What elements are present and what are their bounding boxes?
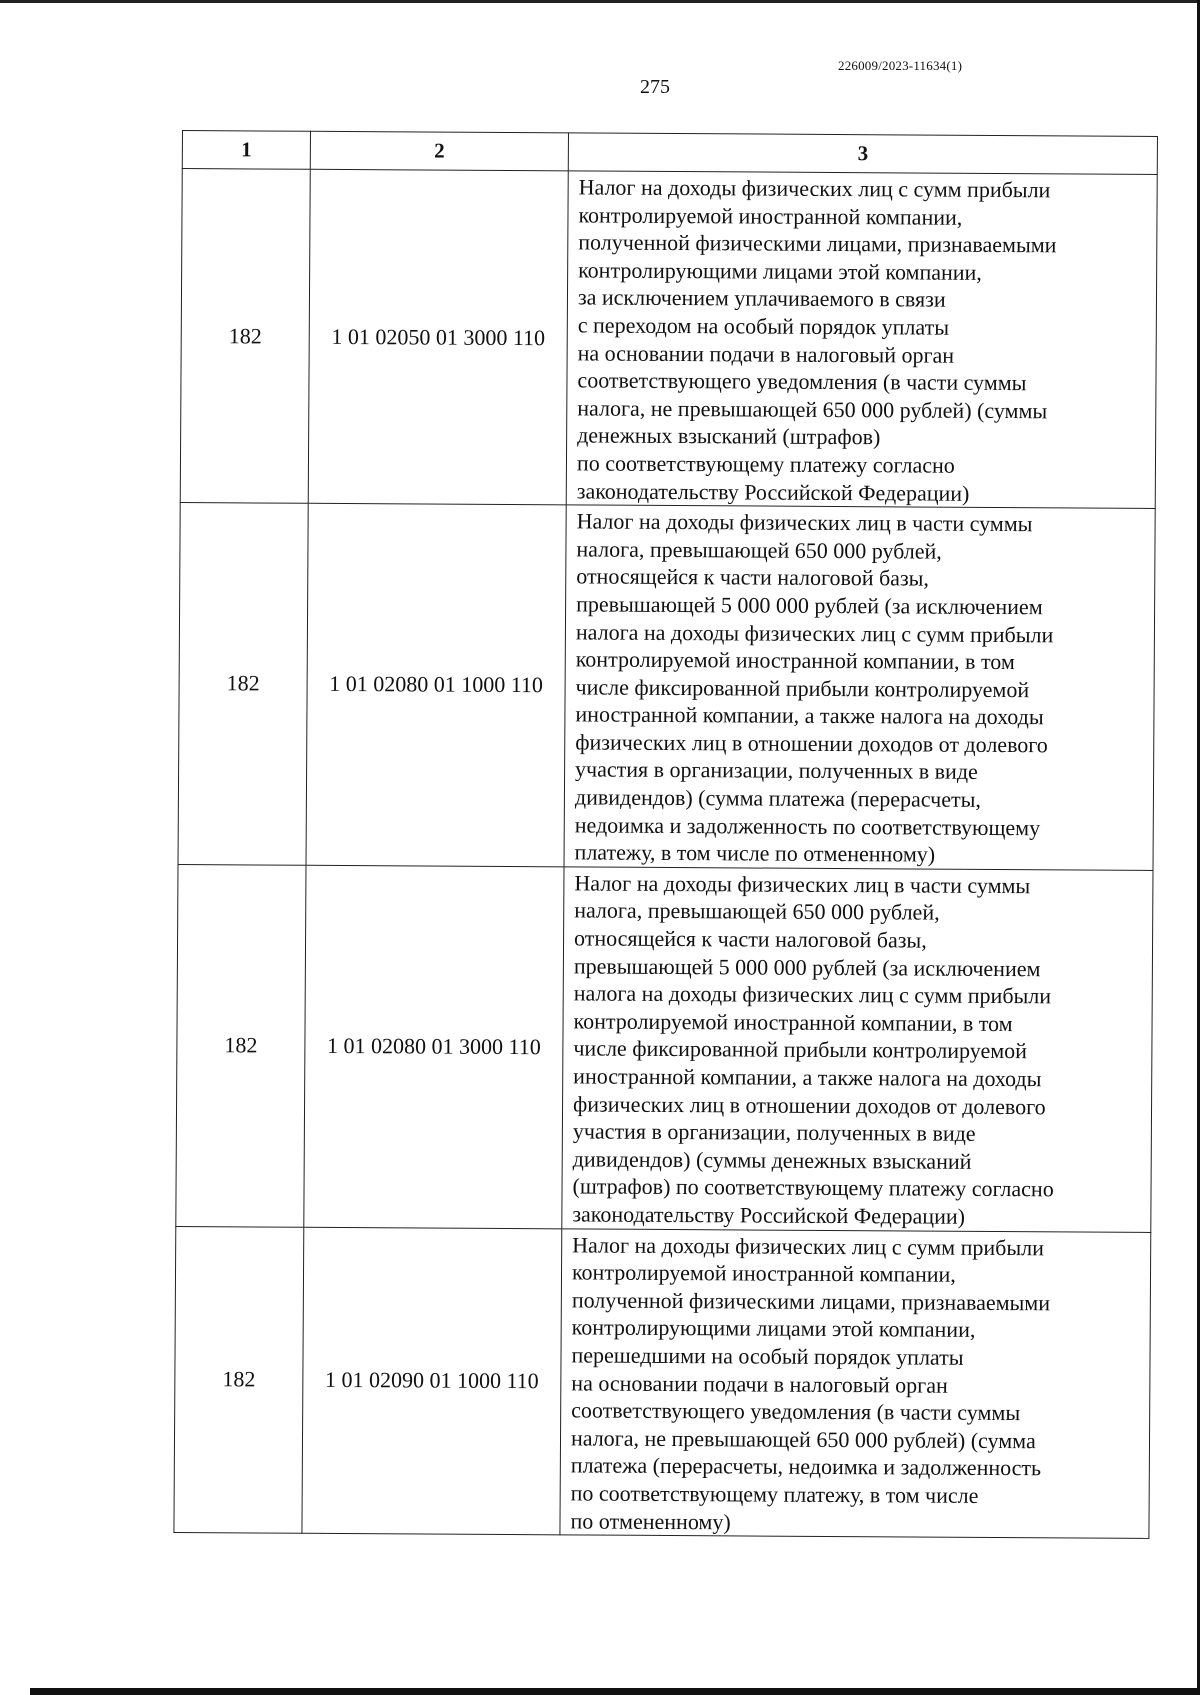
column-header-2: 2 bbox=[310, 131, 568, 171]
description-line: контролируемой иностранной компании, bbox=[578, 202, 963, 230]
budget-classification-code-cell: 1 01 02080 01 1000 110 bbox=[306, 503, 566, 866]
description-line: участия в организации, полученных в виде bbox=[575, 756, 978, 785]
budget-classification-code-cell: 1 01 02050 01 3000 110 bbox=[308, 169, 568, 505]
description-line: с переходом на особый порядок уплаты bbox=[577, 312, 950, 340]
description-line: числе фиксированной прибыли контролируемой bbox=[573, 1035, 1028, 1064]
description-line: Налог на доходы физических лиц в части суммы bbox=[576, 508, 1033, 537]
description-cell bbox=[566, 171, 1157, 509]
description-cell bbox=[560, 1228, 1151, 1538]
table-row bbox=[180, 169, 1157, 509]
description-line: налога, превышающей 650 000 рублей, bbox=[574, 897, 940, 926]
description-line: соответствующего уведомления (в части суммы bbox=[577, 367, 1027, 396]
description-line: налога, не превышающей 650 000 рублей) (суммы bbox=[577, 395, 1048, 424]
description-line: законодательству Российской Федерации) bbox=[572, 1201, 966, 1229]
description-line: денежных взысканий (штрафов) bbox=[577, 422, 881, 450]
column-header-1: 1 bbox=[182, 131, 310, 170]
table-row bbox=[174, 1226, 1151, 1538]
description-line: полученной физическими лицами, признаваемыми bbox=[571, 1287, 1051, 1316]
admin-code-cell: 182 bbox=[178, 503, 308, 865]
description-line: налога, не превышающей 650 000 рублей) (сумма bbox=[570, 1425, 1036, 1453]
table-row bbox=[176, 864, 1153, 1232]
description-line: превышающей 5 000 000 рублей (за исключением bbox=[576, 591, 1043, 620]
description-line: контролирующими лицами этой компании, bbox=[571, 1314, 976, 1343]
admin-code-cell: 182 bbox=[174, 1226, 304, 1533]
description-line: физических лиц в отношении доходов от долевого bbox=[572, 1091, 1046, 1119]
description-line: на основании подачи в налоговый орган bbox=[577, 339, 955, 368]
table-header-row bbox=[182, 131, 1157, 175]
description-line: налога, превышающей 650 000 рублей, bbox=[576, 536, 942, 564]
description-line: превышающей 5 000 000 рублей (за исключением bbox=[573, 953, 1041, 981]
table-row bbox=[178, 503, 1155, 871]
description-line: относящейся к части налоговой базы, bbox=[573, 925, 927, 953]
description-cell bbox=[564, 505, 1155, 870]
description-line: налога на доходы физических лиц с сумм прибыли bbox=[575, 618, 1054, 647]
description-line: числе фиксированной прибыли контролируемой bbox=[575, 674, 1030, 702]
budget-classification-code-cell: 1 01 02090 01 1000 110 bbox=[302, 1227, 562, 1535]
budget-codes-table bbox=[173, 130, 1158, 1539]
description-line: дивидендов) (сумма платежа (перерасчеты, bbox=[574, 784, 981, 812]
description-line: (штрафов) по соответствующему платежу согласно bbox=[572, 1173, 1054, 1202]
description-line: платежа (перерасчеты, недоимка и задолженность bbox=[570, 1452, 1042, 1481]
description-line: контролируемой иностранной компании, в том bbox=[575, 646, 1015, 675]
description-line: полученной физическими лицами, признаваемыми bbox=[578, 229, 1057, 258]
description-line: контролируемой иностранной компании, bbox=[571, 1259, 956, 1287]
description-line: контролирующими лицами этой компании, bbox=[578, 257, 982, 285]
description-line: недоимка и задолженность по соответствующему bbox=[574, 812, 1041, 840]
description-line: относящейся к части налоговой базы, bbox=[576, 563, 930, 591]
description-line: перешедшими на особый порядок уплаты bbox=[571, 1342, 964, 1370]
description-line: по отмененному) bbox=[570, 1507, 731, 1534]
admin-code-cell: 182 bbox=[180, 169, 310, 504]
description-line: участия в организации, полученных в виде bbox=[572, 1118, 976, 1147]
description-line: дивидендов) (суммы денежных взысканий bbox=[572, 1146, 972, 1174]
page-number: 275 bbox=[640, 76, 670, 98]
scan-edge-top bbox=[0, 0, 1200, 3]
description-line: иностранной компании, а также налога на доходы bbox=[573, 1063, 1042, 1092]
budget-classification-code-cell: 1 01 02080 01 3000 110 bbox=[304, 865, 564, 1228]
column-header-3: 3 bbox=[568, 133, 1157, 175]
description-line: законодательству Российской Федерации) bbox=[576, 477, 970, 506]
scan-edge-bottom bbox=[30, 1688, 1200, 1695]
table-container bbox=[173, 130, 1157, 1539]
description-line: Налог на доходы физических лиц в части суммы bbox=[574, 870, 1031, 899]
admin-code-cell: 182 bbox=[176, 864, 306, 1226]
description-line: Налог на доходы физических лиц с сумм прибыли bbox=[572, 1231, 1045, 1260]
description-line: контролируемой иностранной компании, в том bbox=[573, 1008, 1013, 1036]
description-line: на основании подачи в налоговый орган bbox=[571, 1369, 948, 1398]
description-line: платежу, в том числе по отмененному) bbox=[574, 839, 936, 867]
description-line: соответствующего уведомления (в части суммы bbox=[571, 1397, 1021, 1426]
description-line: по соответствующему платежу, в том числе bbox=[570, 1480, 979, 1508]
description-line: Налог на доходы физических лиц с сумм прибыли bbox=[578, 174, 1051, 203]
description-line: налога на доходы физических лиц с сумм прибыли bbox=[573, 980, 1052, 1009]
description-cell bbox=[562, 867, 1153, 1232]
description-line: по соответствующему платежу согласно bbox=[576, 450, 955, 478]
table-body bbox=[174, 169, 1157, 1539]
description-line: физических лиц в отношении доходов от долевого bbox=[575, 729, 1048, 758]
document-number: 226009/2023-11634(1) bbox=[838, 58, 963, 73]
description-line: иностранной компании, а также налога на доходы bbox=[575, 701, 1044, 730]
description-line: за исключением уплачиваемого в связи bbox=[577, 284, 946, 313]
